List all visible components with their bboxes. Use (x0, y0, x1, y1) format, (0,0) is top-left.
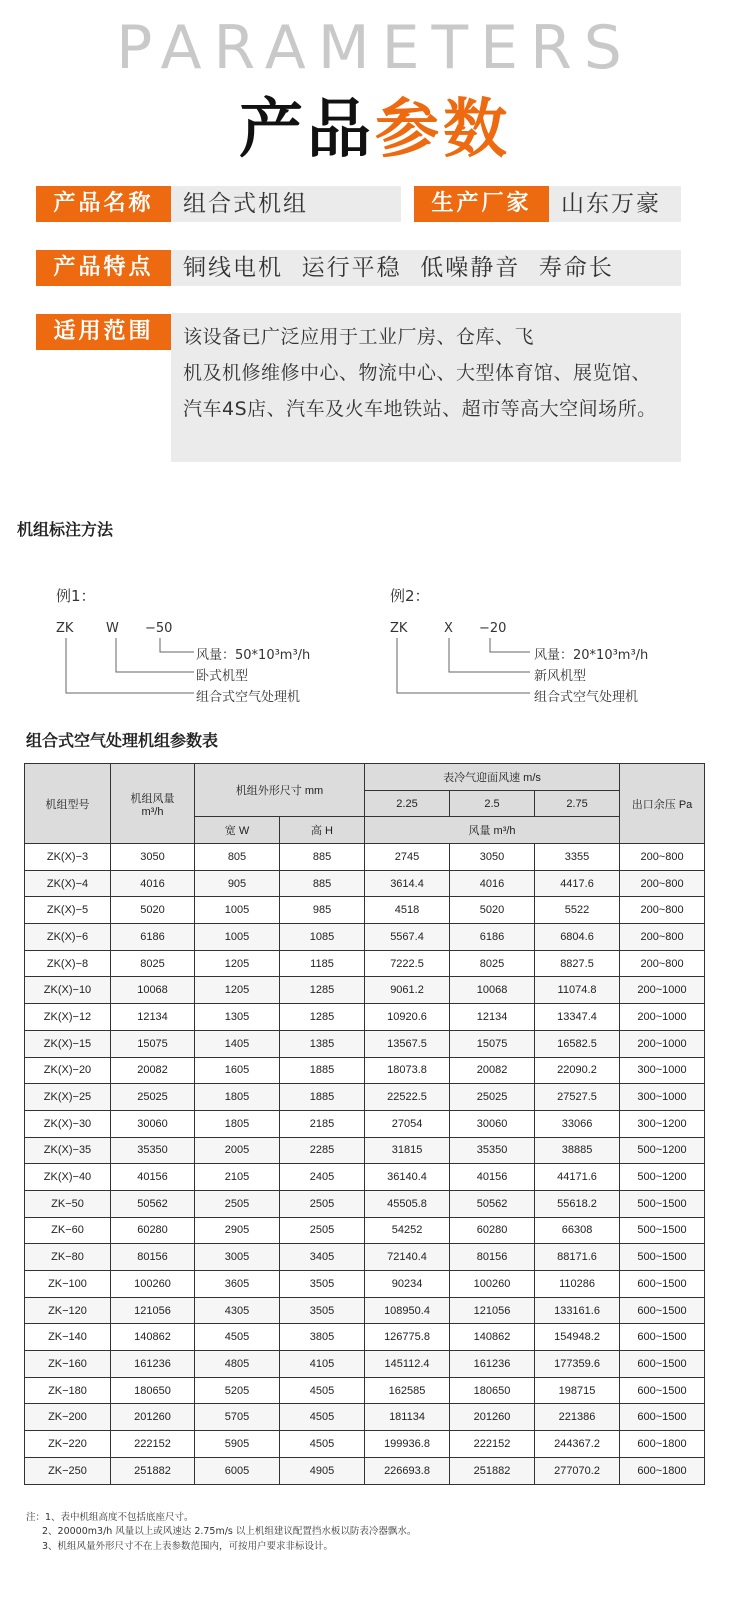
manufacturer-value: 山东万豪 (549, 186, 681, 222)
table-cell: ZK(X)−8 (25, 950, 111, 977)
table-cell: 180650 (450, 1377, 535, 1404)
table-cell: 1205 (195, 950, 280, 977)
table-cell: 4105 (280, 1351, 365, 1378)
hero-title-en: PARAMETERS (116, 13, 634, 83)
table-cell: 10068 (111, 977, 195, 1004)
table-row (25, 950, 705, 977)
table-cell: ZK(X)−30 (25, 1110, 111, 1137)
table-cell: 500~1500 (620, 1190, 705, 1217)
note-3: 3、机组风量外形尺寸不在上表参数范围内，可按用户要求非标设计。 (42, 1541, 334, 1552)
header-velocity-3: 2.75 (535, 791, 620, 817)
example1-label-airflow: 风量：50*10³m³/h (196, 648, 311, 663)
table-cell: 5522 (535, 897, 620, 924)
table-cell: 300~1200 (620, 1110, 705, 1137)
header-width: 宽 W (195, 817, 280, 844)
table-cell: 15075 (111, 1030, 195, 1057)
table-row (25, 1030, 705, 1057)
table-cell: ZK(X)−6 (25, 924, 111, 951)
table-cell: 244367.2 (535, 1431, 620, 1458)
table-cell: 12134 (450, 1004, 535, 1031)
application-label: 适用范围 (36, 314, 171, 350)
table-cell: 600~1500 (620, 1324, 705, 1351)
notation-heading: 机组标注方法 (17, 520, 114, 539)
table-cell: ZK−80 (25, 1244, 111, 1271)
table-cell: 885 (280, 870, 365, 897)
table-cell: 8025 (450, 950, 535, 977)
table-cell: 4805 (195, 1351, 280, 1378)
table-row (25, 1190, 705, 1217)
table-cell: 2185 (280, 1110, 365, 1137)
table-row (25, 1297, 705, 1324)
table-cell: ZK−100 (25, 1271, 111, 1298)
table-cell: 30060 (111, 1110, 195, 1137)
hero-title-cn (0, 90, 750, 170)
table-row (25, 1137, 705, 1164)
table-cell: 2745 (365, 844, 450, 871)
table-cell: 600~1500 (620, 1404, 705, 1431)
table-cell: ZK(X)−4 (25, 870, 111, 897)
header-airflow-label: 机组风量 (130, 792, 175, 805)
table-cell: 50562 (111, 1190, 195, 1217)
table-cell: 1405 (195, 1030, 280, 1057)
table-cell: 35350 (450, 1137, 535, 1164)
application-line: 汽车4S店、汽车及火车地铁站、超市等高大空间场所。 (183, 398, 657, 420)
table-cell: 4016 (450, 870, 535, 897)
application-text (171, 313, 681, 462)
table-cell: 6804.6 (535, 924, 620, 951)
table-cell: 60280 (450, 1217, 535, 1244)
table-cell: 16582.5 (535, 1030, 620, 1057)
table-row (25, 1057, 705, 1084)
table-cell: 13567.5 (365, 1030, 450, 1057)
table-cell: 500~1500 (620, 1217, 705, 1244)
table-cell: 181134 (365, 1404, 450, 1431)
table-cell: 500~1500 (620, 1244, 705, 1271)
table-cell: 251882 (450, 1457, 535, 1484)
table-cell: 35350 (111, 1137, 195, 1164)
note-2: 2、20000m3/h 风量以上或风速达 2.75m/s 以上机组建议配置挡水板以防表冷器飘水。 (42, 1526, 417, 1537)
table-row (25, 1324, 705, 1351)
table-cell: 31815 (365, 1137, 450, 1164)
table-cell: 55618.2 (535, 1190, 620, 1217)
table-cell: 1305 (195, 1004, 280, 1031)
table-row (25, 1164, 705, 1191)
parameter-table-body (25, 844, 705, 1485)
table-cell: ZK−140 (25, 1324, 111, 1351)
table-row (25, 897, 705, 924)
table-row (25, 844, 705, 871)
table-cell: ZK(X)−5 (25, 897, 111, 924)
table-cell: 66308 (535, 1217, 620, 1244)
table-cell: ZK−250 (25, 1457, 111, 1484)
table-cell: 1805 (195, 1084, 280, 1111)
table-cell: 221386 (535, 1404, 620, 1431)
table-cell: 9061.2 (365, 977, 450, 1004)
table-row (25, 1217, 705, 1244)
table-cell: ZK−220 (25, 1431, 111, 1458)
product-name-label: 产品名称 (36, 186, 171, 222)
table-cell: 60280 (111, 1217, 195, 1244)
table-cell: 2505 (280, 1190, 365, 1217)
table-cell: 121056 (111, 1297, 195, 1324)
table-row (25, 1084, 705, 1111)
example2-code-size: −20 (479, 621, 507, 636)
table-cell: 2405 (280, 1164, 365, 1191)
table-cell: 30060 (450, 1110, 535, 1137)
table-cell: 40156 (450, 1164, 535, 1191)
table-cell: 4518 (365, 897, 450, 924)
table-cell: ZK(X)−25 (25, 1084, 111, 1111)
table-cell: 201260 (111, 1404, 195, 1431)
note-1: 注：1、表中机组高度不包括底座尺寸。 (26, 1512, 194, 1523)
features-value: 铜线电机 运行平稳 低噪静音 寿命长 (171, 250, 681, 286)
table-cell: ZK(X)−12 (25, 1004, 111, 1031)
table-cell: 1205 (195, 977, 280, 1004)
table-cell: 177359.6 (535, 1351, 620, 1378)
table-cell: 100260 (450, 1271, 535, 1298)
table-cell: 500~1200 (620, 1164, 705, 1191)
example2-code-zk: ZK (390, 621, 408, 636)
table-cell: ZK(X)−20 (25, 1057, 111, 1084)
table-cell: 4905 (280, 1457, 365, 1484)
table-cell: 27527.5 (535, 1084, 620, 1111)
table-cell: ZK−120 (25, 1297, 111, 1324)
table-row (25, 1110, 705, 1137)
table-cell: 80156 (111, 1244, 195, 1271)
table-cell: 4305 (195, 1297, 280, 1324)
table-cell: 300~1000 (620, 1057, 705, 1084)
table-cell: 1605 (195, 1057, 280, 1084)
table-row (25, 977, 705, 1004)
table-cell: 8025 (111, 950, 195, 977)
header-coil-airflow: 风量 m³/h (365, 817, 620, 844)
header-airflow-unit: m³/h (141, 805, 164, 818)
table-cell: 222152 (111, 1431, 195, 1458)
table-cell: 1385 (280, 1030, 365, 1057)
application-line: 机及机修维修中心、物流中心、大型体育馆、展览馆、 (183, 362, 652, 384)
table-cell: 1185 (280, 950, 365, 977)
manufacturer-label: 生产厂家 (414, 186, 549, 222)
table-cell: 3614.4 (365, 870, 450, 897)
table-cell: ZK(X)−3 (25, 844, 111, 871)
table-cell: 5020 (450, 897, 535, 924)
table-row (25, 1404, 705, 1431)
table-row (25, 1351, 705, 1378)
header-coil-velocity: 表冷气迎面风速 m/s (365, 764, 620, 791)
table-cell: ZK(X)−40 (25, 1164, 111, 1191)
table-cell: 3005 (195, 1244, 280, 1271)
table-cell: ZK−160 (25, 1351, 111, 1378)
header-dimensions: 机组外形尺寸 mm (195, 764, 365, 817)
table-cell: 4505 (280, 1404, 365, 1431)
table-cell: 6186 (450, 924, 535, 951)
table-cell: 145112.4 (365, 1351, 450, 1378)
product-name-value: 组合式机组 (171, 186, 401, 222)
table-cell: 600~1500 (620, 1297, 705, 1324)
table-cell: 4505 (280, 1431, 365, 1458)
table-cell: 10920.6 (365, 1004, 450, 1031)
example1-label-unit: 组合式空气处理机 (196, 690, 301, 705)
table-cell: 154948.2 (535, 1324, 620, 1351)
table-cell: 133161.6 (535, 1297, 620, 1324)
header-velocity-1: 2.25 (365, 791, 450, 817)
table-cell: 12134 (111, 1004, 195, 1031)
table-cell: 251882 (111, 1457, 195, 1484)
table-cell: 25025 (111, 1084, 195, 1111)
table-cell: 90234 (365, 1271, 450, 1298)
table-cell: 22090.2 (535, 1057, 620, 1084)
table-cell: 805 (195, 844, 280, 871)
table-row (25, 1457, 705, 1484)
table-cell: 38885 (535, 1137, 620, 1164)
hero-title-dark: 产品 (239, 93, 375, 167)
table-cell: 4417.6 (535, 870, 620, 897)
table-cell: 600~1500 (620, 1271, 705, 1298)
table-cell: 40156 (111, 1164, 195, 1191)
table-cell: 54252 (365, 1217, 450, 1244)
table-cell: 7222.5 (365, 950, 450, 977)
table-cell: ZK−50 (25, 1190, 111, 1217)
table-cell: 1005 (195, 897, 280, 924)
table-cell: 20082 (111, 1057, 195, 1084)
table-cell: 4505 (280, 1377, 365, 1404)
table-cell: 3605 (195, 1271, 280, 1298)
table-cell: 162585 (365, 1377, 450, 1404)
table-cell: 5020 (111, 897, 195, 924)
table-cell: 600~1500 (620, 1377, 705, 1404)
table-cell: 200~1000 (620, 1004, 705, 1031)
example1-code-type: W (106, 621, 119, 636)
table-cell: 1005 (195, 924, 280, 951)
table-cell: 126775.8 (365, 1324, 450, 1351)
table-cell: 2285 (280, 1137, 365, 1164)
table-cell: 8827.5 (535, 950, 620, 977)
table-cell: 200~800 (620, 950, 705, 977)
table-cell: 198715 (535, 1377, 620, 1404)
header-height: 高 H (280, 817, 365, 844)
table-cell: 11074.8 (535, 977, 620, 1004)
example1-code-zk: ZK (56, 621, 74, 636)
table-cell: 13347.4 (535, 1004, 620, 1031)
table-row (25, 1271, 705, 1298)
table-cell: 3050 (450, 844, 535, 871)
table-cell: 200~800 (620, 870, 705, 897)
table-cell: ZK−180 (25, 1377, 111, 1404)
table-cell: 3505 (280, 1271, 365, 1298)
table-cell: 200~800 (620, 844, 705, 871)
table-cell: 200~800 (620, 897, 705, 924)
table-cell: 500~1200 (620, 1137, 705, 1164)
table-cell: 180650 (111, 1377, 195, 1404)
table-cell: 36140.4 (365, 1164, 450, 1191)
table-cell: 4505 (195, 1324, 280, 1351)
table-cell: 2105 (195, 1164, 280, 1191)
table-cell: 885 (280, 844, 365, 871)
table-cell: ZK(X)−15 (25, 1030, 111, 1057)
table-cell: 88171.6 (535, 1244, 620, 1271)
table-cell: 3355 (535, 844, 620, 871)
example1-code-size: −50 (145, 621, 173, 636)
table-cell: 2005 (195, 1137, 280, 1164)
header-pressure: 出口余压 Pa (620, 764, 705, 844)
features-label: 产品特点 (36, 250, 171, 286)
example2-code-type: X (444, 621, 453, 636)
table-cell: 25025 (450, 1084, 535, 1111)
table-cell: 226693.8 (365, 1457, 450, 1484)
table-row (25, 924, 705, 951)
table-cell: 33066 (535, 1110, 620, 1137)
table-cell: 5905 (195, 1431, 280, 1458)
table-cell: 50562 (450, 1190, 535, 1217)
table-cell: ZK−60 (25, 1217, 111, 1244)
example2-title: 例2： (390, 587, 430, 605)
hero-title-orange: 参数 (375, 93, 511, 167)
table-row (25, 1431, 705, 1458)
table-cell: 44171.6 (535, 1164, 620, 1191)
table-cell: 3805 (280, 1324, 365, 1351)
table-cell: 161236 (450, 1351, 535, 1378)
table-cell: 161236 (111, 1351, 195, 1378)
table-cell: 27054 (365, 1110, 450, 1137)
table-cell: 72140.4 (365, 1244, 450, 1271)
table-cell: 2905 (195, 1217, 280, 1244)
table-cell: 1885 (280, 1084, 365, 1111)
table-cell: 277070.2 (535, 1457, 620, 1484)
table-cell: 200~1000 (620, 977, 705, 1004)
table-cell: 6005 (195, 1457, 280, 1484)
table-cell: 600~1800 (620, 1457, 705, 1484)
table-cell: 4016 (111, 870, 195, 897)
table-cell: 300~1000 (620, 1084, 705, 1111)
table-cell: 200~1000 (620, 1030, 705, 1057)
table-cell: 121056 (450, 1297, 535, 1324)
table-cell: 985 (280, 897, 365, 924)
table-cell: 22522.5 (365, 1084, 450, 1111)
parameter-table (24, 763, 705, 1485)
table-cell: 199936.8 (365, 1431, 450, 1458)
table-cell: ZK(X)−35 (25, 1137, 111, 1164)
table-cell: 1085 (280, 924, 365, 951)
table-cell: 2505 (280, 1217, 365, 1244)
table-row (25, 1377, 705, 1404)
table-cell: 3050 (111, 844, 195, 871)
example1-title: 例1： (56, 587, 96, 605)
table-cell: 45505.8 (365, 1190, 450, 1217)
table-cell: 15075 (450, 1030, 535, 1057)
table-cell: 1885 (280, 1057, 365, 1084)
header-airflow (111, 764, 195, 844)
table-cell: 3405 (280, 1244, 365, 1271)
table-cell: 20082 (450, 1057, 535, 1084)
table-cell: 10068 (450, 977, 535, 1004)
table-cell: 2505 (195, 1190, 280, 1217)
table-row (25, 1004, 705, 1031)
table-cell: ZK−200 (25, 1404, 111, 1431)
table-cell: 200~800 (620, 924, 705, 951)
table-cell: 1805 (195, 1110, 280, 1137)
table-cell: 110286 (535, 1271, 620, 1298)
table-cell: 5705 (195, 1404, 280, 1431)
header-model: 机组型号 (25, 764, 111, 844)
table-title: 组合式空气处理机组参数表 (26, 731, 219, 750)
header-velocity-2: 2.5 (450, 791, 535, 817)
table-cell: 1285 (280, 1004, 365, 1031)
example2-label-type: 新风机型 (534, 669, 587, 684)
table-cell: 6186 (111, 924, 195, 951)
table-cell: 100260 (111, 1271, 195, 1298)
table-cell: 5567.4 (365, 924, 450, 951)
table-cell: 108950.4 (365, 1297, 450, 1324)
table-cell: 1285 (280, 977, 365, 1004)
table-cell: 140862 (111, 1324, 195, 1351)
table-cell: 5205 (195, 1377, 280, 1404)
table-row (25, 870, 705, 897)
table-cell: 600~1500 (620, 1351, 705, 1378)
table-row (25, 1244, 705, 1271)
example2-label-unit: 组合式空气处理机 (534, 690, 639, 705)
table-cell: 140862 (450, 1324, 535, 1351)
table-cell: 905 (195, 870, 280, 897)
table-cell: 222152 (450, 1431, 535, 1458)
table-cell: 3505 (280, 1297, 365, 1324)
application-line: 该设备已广泛应用于工业厂房、仓库、飞 (183, 326, 535, 348)
example1-label-type: 卧式机型 (196, 669, 249, 684)
table-cell: 600~1800 (620, 1431, 705, 1458)
table-cell: 18073.8 (365, 1057, 450, 1084)
example2-label-airflow: 风量：20*10³m³/h (534, 648, 649, 663)
table-cell: 80156 (450, 1244, 535, 1271)
table-cell: ZK(X)−10 (25, 977, 111, 1004)
table-cell: 201260 (450, 1404, 535, 1431)
